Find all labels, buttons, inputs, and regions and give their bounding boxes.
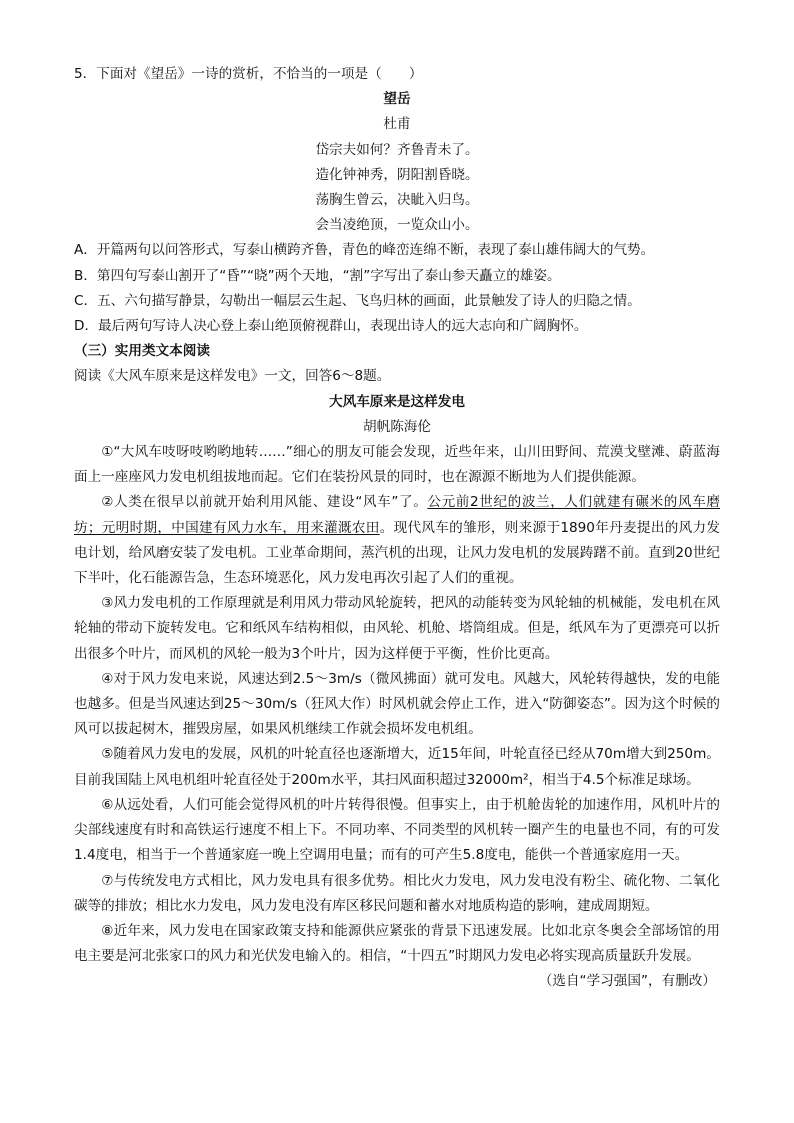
article-paragraph-2 <box>74 490 720 591</box>
article-authors: 胡帆陈海伦 <box>363 418 431 435</box>
question-5-options <box>74 238 720 339</box>
paragraph-2-intro: ②人类在很早以前就开始利用风能、建设“风车”了。 <box>101 494 428 511</box>
article-source: （选自“学习强国”，有删改） <box>538 973 716 990</box>
poem-line: 岱宗夫如何？齐鲁青未了。 <box>315 141 479 158</box>
option-a: A．开篇两句以问答形式，写泰山横跨齐鲁，青色的峰峦连绵不断，表现了泰山雄伟阔大的气势。 <box>74 242 655 259</box>
poem-title: 望岳 <box>383 91 411 108</box>
paragraph-2-rest: 。现代风车的雏形，则来源于1890年丹麦提出的风力发电计划，给风磨安装了发电机。工业革命期间，蒸汽机的出现，让风力发电机的发展踌躇不前。直到20世纪下半叶，化石能源告急，生态环境恶化，风力发电再次引起了人们的重视。 <box>74 519 720 587</box>
option-d: D．最后两句写诗人决心登上泰山绝顶俯视群山，表现出诗人的远大志向和广阔胸怀。 <box>74 318 588 335</box>
article-paragraph-5: ⑤随着风力发电的发展，风机的叶轮直径也逐渐增大，近15年间，叶轮直径已经从70m增大到250m。目前我国陆上风电机组叶轮直径处于200m水平，其扫风面积超过32000m²，相当于4.5个标准足球场。 <box>74 746 720 788</box>
option-b: B．第四句写泰山割开了“昏”“晓”两个天地，“割”字写出了泰山参天矗立的雄姿。 <box>74 267 561 284</box>
question-5-stem: 5．下面对《望岳》一诗的赏析，不恰当的一项是（ ） <box>74 66 423 82</box>
poem-line: 会当凌绝顶，一览众山小。 <box>315 217 479 234</box>
article-paragraph-1: ①“大风车吱呀吱哟哟地转……”细心的朋友可能会发现，近些年来，山川田野间、荒漠戈壁滩、蔚蓝海面上一座座风力发电机组拔地而起。它们在装扮风景的同时，也在源源不断地为人们提供能源。 <box>74 444 720 486</box>
poem-author: 杜甫 <box>383 116 411 133</box>
article-title: 大风车原来是这样发电 <box>329 393 465 410</box>
poem-line: 荡胸生曾云，决眦入归鸟。 <box>315 192 479 209</box>
reading-instruction: 阅读《大风车原来是这样发电》一文，回答6～8题。 <box>74 368 391 385</box>
poem-body <box>74 138 720 239</box>
article-paragraph-8: ⑧近年来，风力发电在国家政策支持和能源供应紧张的背景下迅速发展。比如北京冬奥会全部场馆的用电主要是河北张家口的风力和光伏发电输入的。相信，“十四五”时期风力发电必将实现高质量跃升发展。 <box>74 922 720 965</box>
article-paragraph-4: ④对于风力发电来说，风速达到2.5～3m/s（微风拂面）就可发电。风越大，风轮转得越快，发的电能也越多。但是当风速达到25～30m/s（狂风大作）时风机就会停止工作，进入“防御姿态”。因为这个时候的风可以拔起树木，摧毁房屋，如果风机继续工作就会损坏发电机组。 <box>74 670 720 738</box>
article-paragraph-3: ③风力发电机的工作原理就是利用风力带动风轮旋转，把风的动能转变为风轮轴的机械能，发电机在风轮轴的带动下旋转发电。它和纸风车结构相似，由风轮、机舱、塔筒组成。但是，纸风车为了更漂亮可以折出很多个叶片，而风机的风轮一般为3个叶片，因为这样便于平衡，性价比更高。 <box>74 595 720 662</box>
underlined-sentence: 公元前2世纪的波兰，人们就建有碾米的风车磨坊；元明时期，中国建有风力水车，用来灌溉农田 <box>74 494 720 536</box>
exam-page <box>74 62 720 995</box>
article-paragraph-7: ⑦与传统发电方式相比，风力发电具有很多优势。相比火力发电，风力发电没有粉尘、硫化物、二氧化碳等的排放；相比水力发电，风力发电没有库区移民问题和蓄水对地质构造的影响，建成周期短。 <box>74 872 720 914</box>
article-paragraph-6: ⑥从远处看，人们可能会觉得风机的叶片转得很慢。但事实上，由于机舱齿轮的加速作用，风机叶片的尖部线速度有时和高铁运行速度不相上下。不同功率、不同类型的风机转一圈产生的电量也不同，有的可发1.4度电，相当于一个普通家庭一晚上空调用电量；而有的可产生5.8度电，能供一个普通家庭用一天。 <box>74 796 720 864</box>
poem-line: 造化钟神秀，阴阳割昏晓。 <box>315 166 479 183</box>
section-heading: （三）实用类文本阅读 <box>74 343 210 360</box>
option-c: C．五、六句描写静景，勾勒出一幅层云生起、飞鸟归林的画面，此景触发了诗人的归隐之情。 <box>74 292 641 309</box>
